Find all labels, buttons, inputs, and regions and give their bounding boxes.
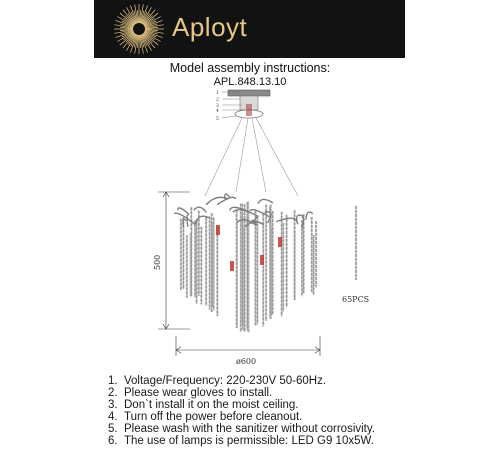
instruction-item xyxy=(108,399,375,411)
brand-name: Aployt xyxy=(172,12,248,42)
chandelier-body xyxy=(174,194,316,332)
height-dimension xyxy=(158,192,190,329)
instruction-number: 2. xyxy=(108,387,118,400)
document-title: Model assembly instructions: xyxy=(169,61,331,75)
instruction-item xyxy=(108,387,375,399)
width-label: ø600 xyxy=(236,357,257,366)
part-marker-4: 4 xyxy=(216,109,219,114)
part-marker-2: 2 xyxy=(216,98,219,103)
brand-banner xyxy=(94,0,405,58)
part-marker-3: 3 xyxy=(216,104,219,109)
width-dimension xyxy=(176,336,320,356)
instruction-text: Please wash with the sanitizer without corrosivity. xyxy=(124,423,375,436)
instruction-text: The use of lamps is permissible: LED G9 10x5W. xyxy=(124,435,374,448)
instruction-text: Voltage/Frequency: 220-230V 50-60Hz. xyxy=(124,375,327,387)
sun-burst-icon xyxy=(112,2,166,56)
instruction-item xyxy=(108,423,375,435)
instructions-list xyxy=(108,375,375,448)
instruction-text: Please wear gloves to install. xyxy=(124,387,273,400)
instruction-item xyxy=(108,435,375,447)
instruction-text: Don`t install it on the moist ceiling. xyxy=(124,399,299,412)
part-marker-5: 5 xyxy=(216,117,219,122)
model-code: APL.848.13.10 xyxy=(213,76,287,88)
instruction-number: 1. xyxy=(108,375,118,387)
height-label: 500 xyxy=(153,254,162,270)
instruction-text: Turn off the power before cleanout. xyxy=(124,411,303,424)
instruction-number: 5. xyxy=(108,423,118,436)
ceiling-canopy xyxy=(228,90,270,118)
instruction-number: 3. xyxy=(108,399,118,412)
instruction-item xyxy=(108,411,375,423)
chandelier-drawing xyxy=(0,88,500,370)
suspension-wires xyxy=(205,118,298,196)
part-marker-1: 1 xyxy=(216,91,219,96)
instruction-item xyxy=(108,375,375,387)
instruction-number: 6. xyxy=(108,435,118,448)
pendant-count-label: 65PCS xyxy=(342,295,370,304)
instruction-number: 4. xyxy=(108,411,118,424)
